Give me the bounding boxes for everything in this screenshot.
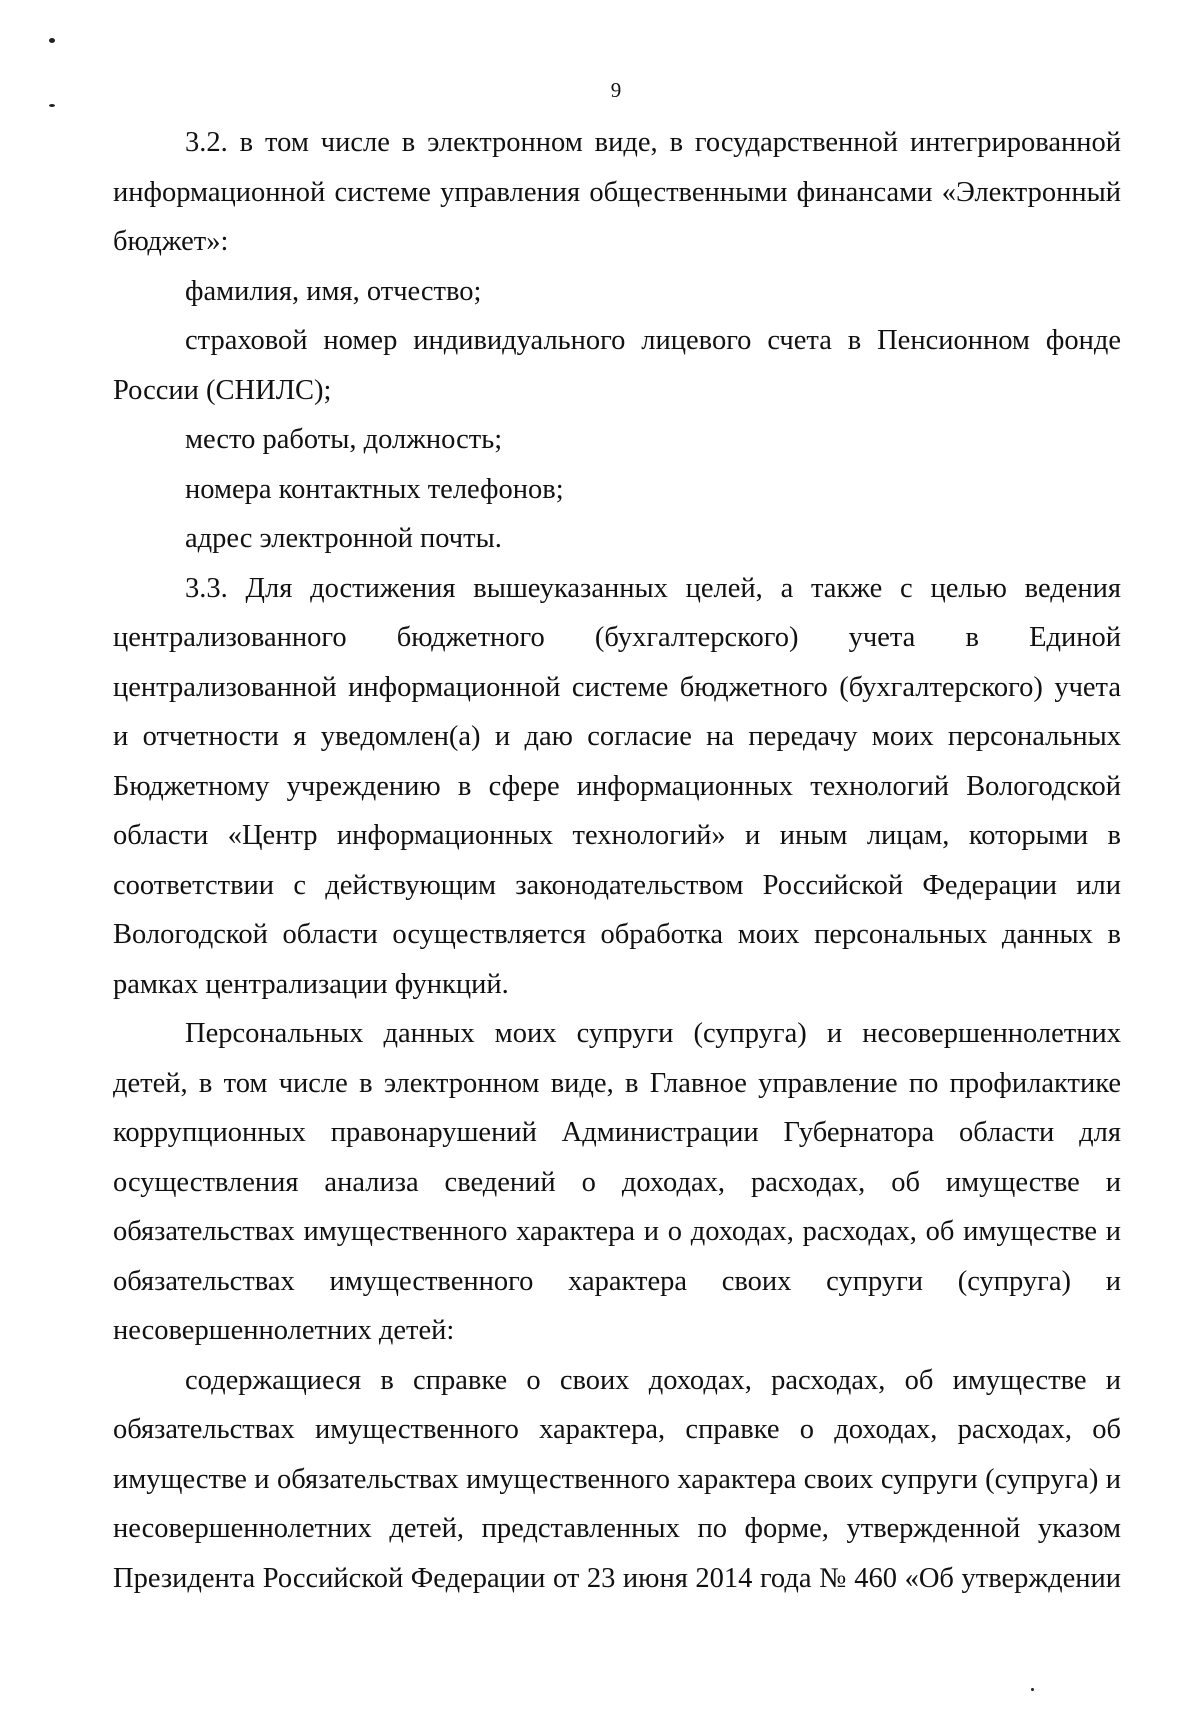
text-line: 3.3. Для достижения вышеуказанных целей, а также с целью ведения	[185, 572, 1121, 604]
text-line: и отчетности я уведомлен(а) и даю согласие на передачу моих персональных	[113, 721, 1121, 752]
text-line: адрес электронной почты.	[185, 523, 502, 554]
text-line: обязательствах имущественного характера и о доходах, расходах, об имуществе и	[113, 1216, 1121, 1247]
text-line: бюджет»:	[113, 226, 229, 257]
text-line: централизованного бюджетного (бухгалтерского) учета в Единой	[113, 622, 1121, 653]
text-line: Президента Российской Федерации от 23 июня 2014 года № 460 «Об утверждении	[113, 1562, 1121, 1594]
text-line: страховой номер индивидуального лицевого счета в Пенсионном фонде	[185, 325, 1121, 356]
text-line: детей, в том числе в электронном виде, в Главное управление по профилактике	[113, 1067, 1121, 1099]
text-line: Вологодской области осуществляется обработка моих персональных данных в	[113, 919, 1121, 950]
text-line: соответствии с действующим законодательством Российской Федерации или	[113, 869, 1121, 901]
scan-speck-bottom-right	[1031, 1688, 1034, 1691]
text-line: имуществе и обязательствах имущественного характера своих супруги (супруга) и	[113, 1463, 1121, 1495]
text-line: место работы, должность;	[185, 424, 503, 455]
text-line: фамилия, имя, отчество;	[185, 275, 482, 307]
text-line: несовершеннолетних детей:	[113, 1315, 455, 1346]
text-line: несовершеннолетних детей, представленных по форме, утвержденной указом	[113, 1513, 1121, 1544]
scan-speck-top-left	[49, 38, 55, 43]
text-line: содержащиеся в справке о своих доходах, расходах, об имуществе и	[185, 1364, 1121, 1396]
text-line: рамках централизации функций.	[113, 968, 509, 1000]
text-line: Бюджетному учреждению в сфере информационных технологий Вологодской	[113, 770, 1121, 802]
text-line: России (СНИЛС);	[113, 374, 332, 406]
text-line: осуществления анализа сведений о доходах, расходах, об имуществе и	[113, 1166, 1121, 1198]
text-line: обязательствах имущественного характера, справке о доходах, расходах, об	[113, 1414, 1121, 1445]
text-line: коррупционных правонарушений Администрации Губернатора области для	[113, 1117, 1121, 1148]
scan-speck-left	[49, 104, 55, 107]
text-line: 3.2. в том числе в электронном виде, в государственной интегрированной	[185, 127, 1121, 158]
text-line: обязательствах имущественного характера своих супруги (супруга) и	[113, 1265, 1121, 1297]
text-line: централизованной информационной системе бюджетного (бухгалтерского) учета	[113, 671, 1121, 703]
text-line: номера контактных телефонов;	[185, 473, 564, 505]
text-line: информационной системе управления общественными финансами «Электронный	[113, 176, 1121, 208]
document-body	[113, 118, 1121, 1603]
page-number: 9	[610, 78, 622, 102]
text-line: области «Центр информационных технологий» и иным лицам, которыми в	[113, 820, 1121, 851]
text-line: Персональных данных моих супруги (супруга) и несовершеннолетних	[185, 1018, 1121, 1049]
